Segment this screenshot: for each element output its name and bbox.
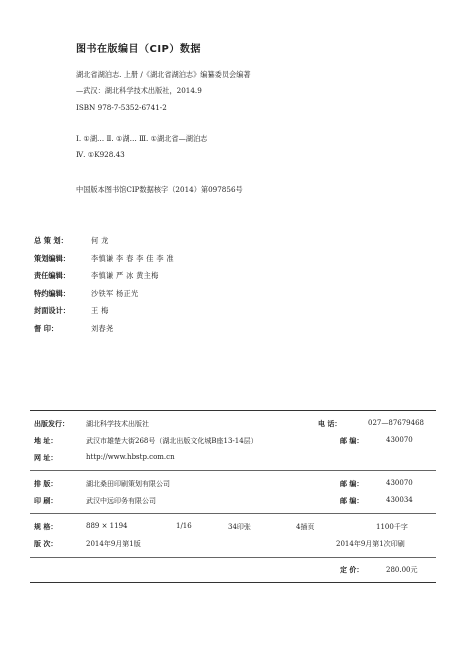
cip-title: 图书在版编目（CIP）数据 <box>76 44 201 55</box>
publisher-label: 出版发行： <box>34 419 69 428</box>
staff-names: 何 龙 <box>91 236 109 245</box>
spec-sheets: 34印张 <box>228 523 251 531</box>
cip-isbn: ISBN 978-7-5352-6741-2 <box>76 103 167 112</box>
staff-names: 沙铁军 杨正光 <box>91 288 139 298</box>
staff-names: 李慎谦 李 春 李 佳 李 准 <box>91 253 174 263</box>
staff-role: 责任编辑： <box>34 271 70 281</box>
staff-row <box>34 289 174 307</box>
typeset-label: 排 版： <box>34 479 58 488</box>
staff-list <box>34 236 174 342</box>
cip-classification-2: Ⅳ. ①K928.43 <box>76 150 125 159</box>
staff-row <box>34 236 174 254</box>
postcode-label: 邮 编： <box>340 436 364 445</box>
cip-book-title-line: 湖北省湖泊志. 上册 /《湖北省湖泊志》编纂委员会编著 <box>76 70 251 79</box>
staff-role: 策划编辑： <box>34 253 70 263</box>
print-label: 印 刷： <box>34 496 58 505</box>
address-value: 武汉市雄楚大街268号（湖北出版文化城B座13-14层） <box>86 437 258 445</box>
address-label: 地 址： <box>34 436 58 445</box>
staff-row <box>34 271 174 289</box>
cip-publisher-line: —武汉：湖北科学技术出版社，2014.9 <box>76 86 202 95</box>
divider-top <box>30 410 436 411</box>
spec-words: 1100千字 <box>376 523 408 531</box>
typeset-value: 湖北桑田印刷策划有限公司 <box>86 480 170 488</box>
price-label: 定 价： <box>340 565 364 574</box>
postcode-value: 430070 <box>386 436 413 444</box>
print-postcode-value: 430034 <box>386 496 413 504</box>
print-value: 武汉中远印务有限公司 <box>86 497 156 505</box>
staff-role: 总 策 划： <box>34 236 68 245</box>
cip-record-number: 中国版本图书馆CIP数据核字（2014）第097856号 <box>76 185 243 194</box>
price-value: 280.00元 <box>386 566 418 574</box>
spec-format: 1/16 <box>176 522 192 530</box>
publisher-value: 湖北科学技术出版社 <box>86 420 149 428</box>
phone-value: 027—87679468 <box>368 419 424 427</box>
staff-role: 封面设计： <box>34 306 70 316</box>
edition-value: 2014年9月第1版 <box>86 540 141 548</box>
staff-row <box>34 254 174 272</box>
staff-role: 督 印： <box>34 323 59 333</box>
typeset-postcode-value: 430070 <box>386 479 413 487</box>
staff-row <box>34 324 174 342</box>
staff-names: 刘春尧 <box>91 323 114 333</box>
phone-label: 电 话： <box>318 419 342 428</box>
website-value: http://www.hbstp.com.cn <box>86 453 175 461</box>
printing-value: 2014年9月第1次印刷 <box>336 540 405 548</box>
staff-role: 特约编辑： <box>34 288 70 298</box>
cip-classification-1: Ⅰ. ①湖… Ⅱ. ①湖… Ⅲ. ①湖北省—湖泊志 <box>76 134 208 143</box>
spec-size: 889 × 1194 <box>86 522 128 530</box>
divider-1 <box>30 470 436 471</box>
spec-inserts: 4插页 <box>296 523 315 531</box>
edition-label: 版 次： <box>34 539 58 548</box>
staff-names: 王 梅 <box>91 306 109 316</box>
divider-3 <box>30 557 436 558</box>
spec-label: 规 格： <box>34 522 58 531</box>
divider-bottom <box>30 582 436 583</box>
print-postcode-label: 邮 编： <box>340 496 364 505</box>
staff-row <box>34 306 174 324</box>
website-label: 网 址： <box>34 453 58 462</box>
staff-names: 李慎谦 严 冰 黄主梅 <box>91 271 159 281</box>
divider-2 <box>30 513 436 514</box>
typeset-postcode-label: 邮 编： <box>340 479 364 488</box>
